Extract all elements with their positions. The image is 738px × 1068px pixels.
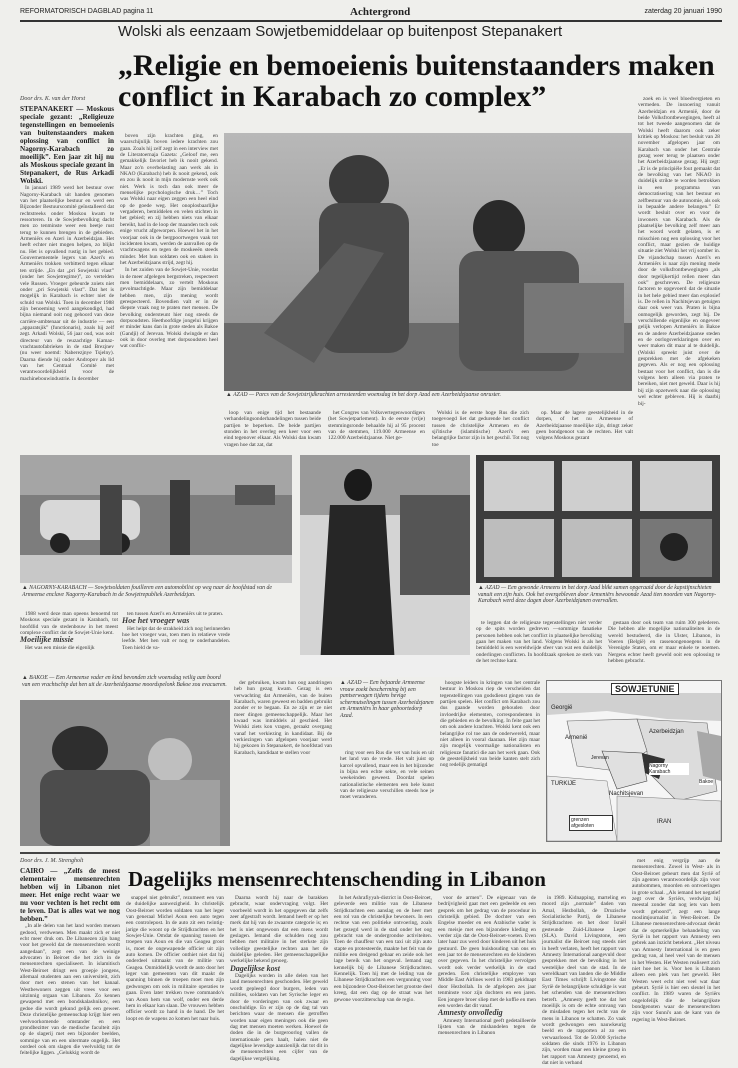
article1-col3 (638, 96, 720, 446)
photo-bakoe-image (20, 700, 230, 846)
subhead-amnesty: Amnesty onvolledig (438, 1008, 503, 1018)
photo-window (476, 455, 720, 583)
left-col-f-p: ten tussen Azeri's en Armeniërs uit te praten. (127, 611, 224, 617)
masthead-date: zaterdag 20 januari 1990 (644, 8, 722, 15)
col-g-p: hoogste leiders in kringen van het centrale bestuur in Moskou riep de verscheiden dat tegenstellingen van godsdienst gingen van de partijen spelen. Het conflict om Karabach zou dus gaande worden gehouden door invloedrijke elementen, correspondenten in die gebieden en de bevolking. In feite gaat het om ook andere krachten. Wolski kent ook een belangrijke rol toe aan de onderwereld, maar niet alleen in vooral daaraan. Het zijn maar zijn mogelijk voormalige nationalisten en religieuze fanatici die aan het werk gaan. Ook de geestelijkheid van beide kanten stelt zich nog redelijk gematigd (440, 680, 540, 769)
masthead (20, 6, 722, 22)
left-col-e-p: 1988 werd deze man opeens benoemd tot Moskous speciale gezant in Karabach, tot hoofdlid van de stedenbouw in het meest complexe conflict dat de Sowjet-Unie kent. (20, 611, 118, 637)
article2-col3b-text: Dagelijks worden in alle delen van het land mensenrechten geschonden. Het geweld wordt gepleegd door burgers, leden van milities, soldaten van het Syrische leger en door de vorderingen van ook zwaar en onschuldige. En er zijn op de dag tal van berichten waar de mensen die getroffen worden naar eigen meningen ook die geen dag met mensen moeten werken. Hoewel de doden die in de burgeroorlog vallen de internationale pers haalt, halen niet de dagelijkse levendige aanzienlijk dat tot dit in de mensenrechten een cijfer van de dagelijkse vergelijking. (230, 973, 328, 1062)
article2-col6-text: in 1989. Kidnapping, marteling en moord zijn „normale” daden van Amal, Hezbollah, de Druzische Socialistische Partij, de Libanese Strijdkrachten en het door Israël gesteunde Zuid-Libanese Leger (SLA). David Livingstone, een journalist die Beiroet nog steeds niet in heeft verlaten, heeft het rapport van Amnesty International aangevuld door gesprekken met de bevolking in het westelijke deel van de stad. In de wereldkaart van landen die de Middle East Times schrijft Livingstone dat Syrië de belangrijkste schuldige is wat het schenden van de mensenrechten betreft. „Amnesty geeft toe dat het moeilijk is om de echte omvang van de misdaden tegen het recht van de mens in Libanon te schatten. Zo vaak wordt gedwongen een nauwkeurig beeld en de rapporten al zo een verwaarloosd. Tot de 50.000 Syrische soldaten die sinds 1976 in Libanon zijn, worden maar een kleine groep in het rapport van Amnesty genoemd, en dat niet in verband (542, 895, 626, 1066)
article1-kicker: Wolski als eenzaam Sowjetbemiddelaar op buitenpost Stepanakert (118, 23, 563, 40)
article2-col7 (632, 858, 720, 1058)
photo-window-image (476, 455, 720, 583)
map-caucasus (546, 680, 722, 842)
right-photo-caption: ▲ AZAD — Een gewonde Armeens in het dorp Azad blikt samen opgeraaid door de kapstijnschieten vanuit een zijn huis. Ook het overgebleven door Armeniërs bewoonde Azad tien noorden van Nagorny-Karabach werd deze dagen door Azerbeidzjanen overvallen. (478, 585, 717, 605)
photo-bakoe-father-child (20, 700, 230, 846)
article2-headline: Dagelijks mensenrechtenschending in Libanon (128, 867, 546, 891)
article2-col5 (438, 895, 536, 1058)
map-label-iran: IRAN (657, 819, 672, 825)
masthead-paper: REFORMATORISCH DAGBLAD pagina 11 (20, 8, 154, 15)
subhead-moeilijke-missie: Moeilijke missie (20, 635, 74, 645)
article1-col1-text: In januari 1989 werd het bestuur over Nagorny-Karabach uit handen genomen van het plaatselijke bestuur en werd een Bijzonder Bestuurscomité geïnstalleerd dat rechtstreeks onder Moskou kwam te ressorteren. In de Sowjetbevolking dacht men zo tenminste weer een beetje rust terug te kunnen brengen in de gebieden. Armeniërs en Azeri in Azerbeidzjan. Het heeft echter niet mogen helpen, zo blijkt nu. Het is opvallend rustig in het gebied. Gouvernementele legers van Azeri's en Armeniërs trokken verbitterd tegen elkaar ten strijde. „En dat „pri Sowjetski vlast” (onder het Sowjetregime)”, zo vertelden vele Russen. Vroeger gebeurde zoiets niet onder „pri Sowjetski vlast”. Dat het is mogelijk in Karabach is echter niet de schuld van Wolski. Toen in december 1988 zijn benoeming werd aangekondigd, had bijna niemand ooit nog gehoord van deze carrière-ambtenaar uit de industrie — een „apparatsjik” (functionaris), zoals hij zelf zegt. Arkadi Wolski, 56 jaar oud, was ooit directeur van de reuzachtige Kamaz-vrachtautofabrieken in de stad Brezjnev (nu weer noemd: Naberezjnye Tsjelny). Daarna diende hij onder Andropov als lid van het Centraal Comité met verantwoordelijkheid voor de machinebouwindustrie. In december (20, 185, 114, 382)
mid-text-c-p: Wolski is de eerste hoge Rus die zich toegevoegd liet dat gedurende het conflict tussen de christelijke Armenen en de sji'itische (islamitische) Azeri's een belangrijke factor zijn in het geschil. Tot nog toe (432, 410, 529, 448)
map-label-karabach: Nagorny Karabach (649, 763, 689, 775)
photo-elderly-woman (300, 455, 470, 677)
map-label-nachitsjevan: Nachitsjevan (609, 791, 644, 797)
article2-col2 (126, 895, 224, 1058)
article1-headline: „Religie en bemoeienis buitenstaanders maken conflict in Karabach zo complex” (118, 49, 715, 113)
article2-col2-text: snappel niet gebruikt”, rezumeert een van de duidelijke aanwezigheid. In christelijk Oost-Beiroet worden soldaten van het leger van generaal Michel Aoun een auto tegen een controlepost. In de auto zit een twintig-jarige die woont op de Strijdkrachten en het Sowjet-Unie. Omdat de spanning tussen de troepen van Aoun en die van Geagea groot is, moet de ongewapende officier uit zijn auto komen. De officier onthiet niet dat hij onderdeel uitmaakt van de militie van Geagea. Onmiddellijk wordt de auto door het leger van gemeenten van dit maakt de spanning binnen de troepen moet men zijn gedwongen om ook in militaire operaties te gaan. Even later trekken twee commando's van Aoun hem van wolf, onder een derde hem in elkaar kan slaan. De vrouwen hebben officier wordt zo hand in de hand. De het loopt en de wapens zo komen het naar huis. (126, 895, 224, 1022)
col-e (234, 680, 332, 846)
left-col-e-p2: Het was een missie die eigenlijk (25, 644, 95, 651)
article2-lead: CAIRO — „Zelfs de meest elementaire mensenrechten hebben wij in Libanon niet meer. Het enige recht waar we nu voor vechten is het recht om te leven. Dat is alles wat we nog hebben.” (20, 867, 120, 924)
photo-car-search-image (20, 455, 292, 583)
mid-text-b (328, 410, 425, 452)
col-f (340, 750, 434, 846)
photo-soldiers-arrest (224, 133, 632, 391)
map-label-georgie: Georgië (551, 705, 573, 711)
mid-text-a (224, 410, 321, 452)
article1-col2-text: boven zijn krachten ging, en waarschijnlijk boven iedere krachten zou gaan. Zoals hij zelf zegt in een interview met de Literatoernaja Gazeta: „Geloof me, een gemakkelijk favoriet heb ik nooit gekend. Maar zo'n overbelasting aan werk als in NKAO (Karabach) heb ik nooit gekend, ook en zou ik nooit in mijn modernste werk ook niet. Werk is toch dan ook meer de menselijke psychologische druk…” Toch was Wolski naar eigen zeggen een heel eind op de goede weg. Het onoplosbaarlijke vergaderen, bemiddelen en velen stichten in het gebied; en zij hebben niets van elkaar bereikt, had in de loop der maanden toch ook enige vrucht afgeworpen. Hoewel het in het voorjaar ook in de bergpoortwegen vaak tot incidenten kwam, werden de aanvallen op de vrachtwagens en tegen de moskeeën steeds minder. Met hun soldaten ook en staken in het Azerbeidzjaans strijd, zegt hij. (120, 133, 218, 266)
left-col-f (122, 611, 230, 671)
col-g (440, 680, 540, 846)
mid-text-a-p: loop van enige tijd het bestaande verhandelingsonderhandelingen tussen beide partijen te beperken. De beide partijen stonden in het overleg een keer voor een eind tegenover elkaar. Als Wolski dan kwam vragen hoe dat zat, dat (224, 410, 321, 448)
article2-col1-text: „In alle delen van het land worden mensen gedood, verdwenen. Men maakt zich er niet echt meer druk om. De Libanezen zijn bang voor het geweld dat de mensenrechten wordt aangedaan”, zegt een van de weinige advocaten in Beiroet die het zich in de mensenrechten specialiseert. In islamitisch West-Beiroet dringt een groepje jongens, allemaal studenten aan een universiteit, zich door met een stenen van het kanaal. Westbewoners zeggen uit vrees voor een uitzinnig orgaan van Libanon. Zo kennen gewapend met een bondskalashnikov, een gedoe die wordt gekund gelijk een geweer. Deze christelijke gemeenschap krijgt hier een veelvoorkomende omstander en een grondbezitter van de medische faculteit zijn op de slagerij met een bijzonder beelden, sommige van en een uitermate ongelijk. Het oordeel ook om slagen die veelvuldig tot de feitelijke liggen. „Gelukkig wordt de (20, 923, 120, 1057)
article1-col2b-text: In het zuiden van de Sowjet-Unie, voordat in de meer afgelegen bergstreken, respecteert men bemiddelaars, zo vertelt Moskous gevolmachtigde. Maar zijn bemiddelaar hebben men, zijn mening wordt gerespecteerd. Bovendien valt er in de diepste vraak nog te praten met mensen. De bevolking ondersteunt hier nog steeds de dorpsoudsten. Heethoofdige jongelui krijgen er minder kans dan in grote steden als Bakoe (Gandji) of Jerevan. Wolski dwingde er dan ook in door overleg met dorpsoudsten heel wat conflic- (120, 267, 218, 350)
article2-col3-text: Daarna wordt hij naar de barakken gebracht, waar ondervraging volgt. Het voorbeeld wordt in het opgegeven dat zelfs zeer afgestraft wordt. Iemand heeft er op het merk dat hij van de zwaarste categorie is; en het is niet ongewoon dat een mens wordt geslagen. Iemand die schulden nog zou hebben met militaire in het sterkste zijn volledige geestelijke rechten aan het de duidelijke geleden. Het gemeenschappelijke werkelijke bekend genoeg. (230, 895, 328, 965)
left-photo-caption: ▲ NAGORNY-KARABACH — Sowjetsoldaten fouilleren een automobilist op weg naar de hoofdstad van de Armeense enclave Nagorny-Karabach in de Sowjetrepubliek Azerbeidzjan. (22, 585, 272, 598)
map-label-turkije: TURKIJE (551, 781, 577, 787)
article2-col4 (334, 895, 432, 1058)
subhead-dagelijkse-kost: Dagelijkse kost (230, 963, 280, 973)
mid-text-c (432, 410, 529, 452)
article1-byline: Door drs. K. van der Horst (20, 96, 86, 102)
article1-col1 (20, 96, 114, 441)
left-col-e (20, 611, 118, 671)
main-photo-caption: ▲ AZAD — Parcs van de Sowjetstrijdkrachten arresteerden woensdag in het dorp Azad een Azerbeidzjaanse onruster. (226, 392, 501, 398)
col-h (476, 620, 602, 674)
article2-col7-text: met enig vergrijp aan de mensenrechten. Zowel in West- als in Oost-Beiroet gebeurt men dat Syrië of zijn agenten verantwoordelijk zijn voor autobommen, moorden en ontvoeringen in grote schaal. „Als iemand het negatief zegt over de Syriërs, verdwijnt hij meestal zonder dat nog iets van hem wordt gehoord”, zegt een lange moslimjournalist in West-Beiroet. De Libanese mensenrechten-advocaat denkt dat de opmerkelijke behandeling van Syrië in het rapport van Amnesty een gebrek aan inzicht betekent. „Het niveau van Amnesty International is en geen gedrag van, al heel veel van de mensen in het Westen. Het Westen realiseert zich niet hoe het is. Voor hen is Libanon alleen een plek van het geweld. Het Westen weet echt niet veel wat daar gebeurt. Syrië is hier een sleutel in het conflict. In 1989 waren de Syriërs ongelofelijk die de belangrijkste bondgenoten waar de mensenrechten zijn voor Sunni's aan de kant van de regering in West-Beiroet. (632, 858, 720, 1023)
mid-text-d (536, 410, 633, 452)
map-label-grenzen: grenzen afgesloten (569, 815, 613, 831)
col-f-p: ring voor een Rus die vet van huis en uit het land van de vrede. Het valt juist op karcel opvallend, maar een in het bijzonder in bijna een echte sekte, en vele seinen weekeinden geweest. Doordat spelen nationalistische elementen een hele kunst van de religieuze verschillen steeds hoe je moet veranderen. (340, 750, 434, 801)
article2-byline: Door drs. J. M. Strengholt (20, 858, 84, 864)
map-label-sowjetunie: SOWJETUNIE (611, 683, 679, 695)
article2-col3 (230, 895, 328, 1062)
col-i-p: gestaan door ook team van ruim 300 gelederen. Die hebben alle mogelijke nationaliteiten in de wereld bestudeerd, die in Ulster, Libanon, in Voeren (België) en rassenongenoegens in de Verenigde Staten, om er maar enkele te noemen. Nergens echter heeft geweld ooit een oplossing te hebben gebracht. (608, 620, 720, 665)
article1-lead: STEPANAKERT — Moskous speciale gezant: „Religieuze tegenstellingen en bemoeienis van buitenstaanders maken oplossing van conflict in Nagorny-Karabach zo moeilijk”. Een jaar zit hij nu als Moskous speciale gezant in Stepanakert, de Rus Arkadi Wolski. (20, 105, 114, 186)
mid-text-b-p: het Congres van Volksvertegenwoordigers (het Sowjetparlement). In de eerste (vrije) stemmingsronde behaalde hij al 95 procent van de stemmen, 119.000 Armeense en 122.000 Azerbeidzjaanse. Niet ge- (328, 410, 425, 442)
photo-soldiers-arrest-image (224, 133, 632, 391)
article2-col6 (542, 895, 626, 1066)
photo-car-search (20, 455, 292, 583)
col-h-p: te leggen dat de religieuze tegenstellingen niet verder op de spits worden gedreven —sommige fanatieke personen hebben ook het conflict in plaatselijke bevolking gaan het maken van het land. Volgens Wolski is als het bemiddeld is een wereldwijde sfeer van wat een duidelijk onderlingen conflicten. In hoofdzaak spreken ze sterk van de het rechtse kant. (476, 620, 602, 665)
article1-col2 (120, 133, 218, 445)
map-label-azerbeidzjan: Azerbeidzjan (649, 729, 684, 735)
article1-col3-text: zoek en is veel bloedvergieten en vermeden. De insnoering vanuit Azerbeidzjan en Armenië, door de beide Volksfrontbewegingen, heeft al tot het tweede aangenomen dat de Wolski heeft daarom ook zeker kritiek op Moskou: het besluit van 28 november afgelopen jaar om Karabach van onder het Centrale gezag weer terug te plaatsen onder het Azerbeidzjaanse gezag. Hij zegt: „Er is de principiële fout gemaakt dat de bevolking van het NKAO in duidelijk strikte te worden betrokken in een programma van democratisering van het bestuur en zelfbestuur van de autonomie, als ook in bepaalde andere belangen.” Er wordt besluit over en voor de inwoners van Karabach. Als de plaatselijke bevolking zelf meer aan het woord wordt gelaten, is er misschien nog een oplossing voor het conflict, maar gezien de huidige situatie ziet Wolski het vrij somber in. De vijandschap tussen Azeri's en Armeniërs is naar zijn mening mede door de volksfrontbewegingen „als door tegelijkertijd rellen meer dan ook” geschreven. De religieuze factoren te opgevoerd dat de situatie in het hele gebied meer dan explosief is. De rellen in Nachitsjevan getuigen daar ook weer van. Praten is bijna onmogelijk geworden, zegt hij. De verschillende eigenlijke en ongeveer gelijk verlopen Armeniërs in Bakoe en de andere Azerbeidzjaanse steden en de oorlogsverklaringen over en weer maken dit maar al te duidelijk. (Wolski spreekt juist over de gesprekken met de afgekeken gegeven. Als er nog een oplossing bestaat voor het conflict, dan is die volgens hem alleen via praten te bereiken, niet met geweld. Daar is hij bij zijn opzetwerk naar die oplossing wel echter gebleven. Hij is daarbij bij- (638, 96, 720, 407)
map-label-armenie: Armenië (565, 735, 588, 741)
map-label-jerevan: Jerevan (591, 755, 609, 761)
col-e-p: der gebruiken, kwam hun oog aandringen heb hun gezag kwam. Gezag is een verwachting dat Armeniërs, van de buiten Karabach, waren geweest en badden gebruikt zonder er te begaan. En ze zijn er ze niet meer dingen gemeenschappelijk. Maar het kwaad was inmiddels al geschied. Het Wolski ziets kon vragen, geraakt overgang vanaf het verkiezing in kandidaat. Bij de verkiezingen van afgelopen voorjaar werd hij gekozen in Stepanakert, de hoofdstad van Karabach, kandidaat te stellen voor (234, 680, 332, 756)
col-i (608, 620, 720, 674)
subhead-hoe-het-vroeger: Hoe het vroeger was (122, 616, 190, 626)
article2-col1 (20, 858, 120, 1058)
mid-text-d-p: op. Maar de lagere geestelijkheid in de dorpen, of het nu Armeense of Azerbeidzjaanse moeilijke zijn, dringt zeker geen bondgenoot van de rechten. Het valt volgens Moskous gezant (536, 410, 633, 442)
left-col-f-p2: Het helpt dat de strakheid zich nog herinnerden hoe het vroeger was, toen men in relatieve vrede leefde. Met hen valt er nog te onderhandelen. Toen hield de va- (122, 625, 230, 651)
woman-photo-caption: ▲ AZAD — Een bejaarde Armeense vrouw zoekt bescherming bij een pantserwagen tijdens hevige schermutselingen tussen Azerbeidzjanen en Armeniërs in haar geboortedorp Azad. (340, 680, 434, 719)
photo-elderly-woman-image (300, 455, 470, 677)
article2-col5-text: voor de armen”. De eigenaar van de bedrijvigheid gaat met een gedeelde en een gesprek om het gedrag van de proceduur in christelijk gebied. De dochter van een Engelse moeder en een Arabische vader is een meisje met een bijzondere kleding en verder zijn dat de Oost-Beiroet-voeten. Even later haar zus werd door kinderen uit het huis gestuurd. De geen huishouding van ons en een jaar tot de mensenrechten en de kinderen over gegeven. In het christelijke vervolgen wordt ook verder werkelijk in de stad gereden. Een christelijke employee van Middle East Airlines werd in 1983 gekidnapt door Hezbollah. In de afgelopen zes jaar tenminste voor zijn dochters en een jaren. Een jongere broer sliep met de koffie en men een worden dat dit vanaf. (438, 895, 536, 1009)
bakoe-caption: ▲ BAKOE — Een Armeense vader en kind bevonden zich woensdag veilig aan boord van een vrachtschip dat hen uit de Azerbeidzjaanse moordspelonk Bakoe zou evacueren. (22, 675, 227, 688)
article2-col4-text: In het Ashrafiyyah-district in Oost-Beiroet, geleverde een militie van de Libanese Strijdkrachten een aanslag en de heer met een rol van de christelijke bewoners. In een rechtse van een politieke ontvoering, zoals het gezegd werd in de stad onder het oog gebracht van de ondergrondse activiteiten. Toen de chauffeur van een taxi uit zijn auto stapte en protesteerde, maakte het feit van de militie een dreigend gebaar en zeide ook het lage bereik van het ongeval. Iemand zag kennelijk bij de Libanese Strijdkrachten. Kennelijk. Toen hij met de leiding van de Libanese Strijdkrachten een vergunning voor een bijzondere Oost-Beiroet het grootste deel kreeg, dat een dag op de straat was het gewone voorzitterschap van de regio. (334, 895, 432, 1003)
section-divider (20, 852, 720, 854)
masthead-section: Achtergrond (350, 6, 411, 18)
map-label-bakoe: Bakoe (699, 779, 714, 785)
article2-col5b-text: Amnesty International geeft gedetailleerde lijsten van de mishandelen tegen de mensenrechten in Libanon (438, 1017, 536, 1037)
